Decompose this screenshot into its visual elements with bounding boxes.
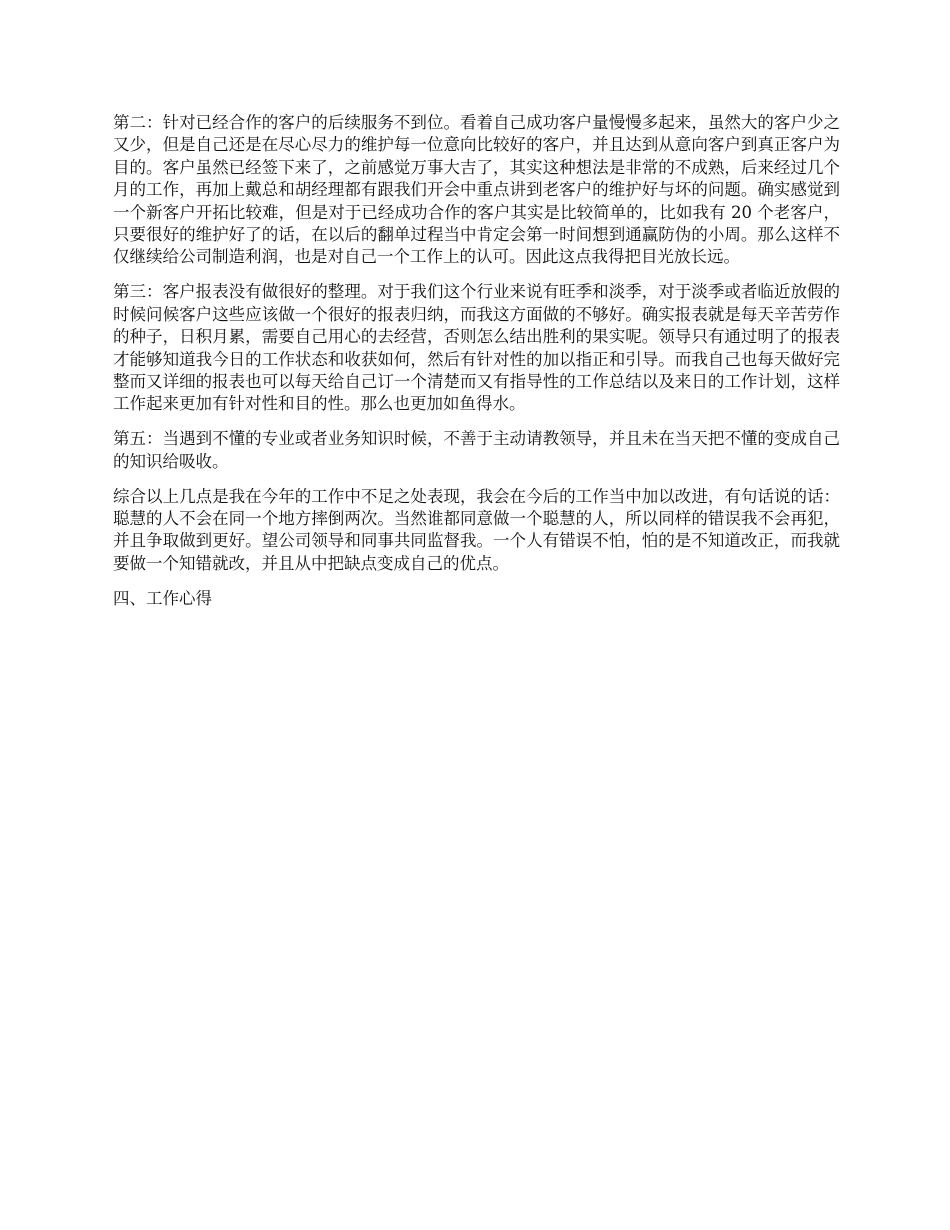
paragraph-summary: 综合以上几点是我在今年的工作中不足之处表现，我会在今后的工作当中加以改进，有句话说的话：聪慧的人不会在同一个地方摔倒两次。当然谁都同意做一个聪慧的人，所以同样的错误我不会再犯，并且争取做到更好。望公司领导和同事共同监督我。一个人有错误不怕，怕的是不知道改正，而我就要做一个知错就改，并且从中把缺点变成自己的优点。 (113, 486, 840, 573)
paragraph-ask-for-guidance: 第五：当遇到不懂的专业或者业务知识时候，不善于主动请教领导，并且未在当天把不懂的变成自己的知识给吸收。 (113, 429, 840, 471)
document-body (113, 112, 840, 623)
section-heading-work-insights: 四、工作心得 (113, 588, 212, 608)
paragraph-report-organization: 第三：客户报表没有做很好的整理。对于我们这个行业来说有旺季和淡季，对于淡季或者临近放假的时候问候客户这些应该做一个很好的报表归纳，而我这方面做的不够好。确实报表就是每天辛苦劳作的种子，日积月累，需要自己用心的去经营，否则怎么结出胜利的果实呢。领导只有通过明了的报表才能够知道我今日的工作状态和收获如何，然后有针对性的加以指正和引导。而我自己也每天做好完整而又详细的报表也可以每天给自己订一个清楚而又有指导性的工作总结以及来日的工作计划，这样工作起来更加有针对性和目的性。那么也更加如鱼得水。 (113, 282, 840, 414)
paragraph-service-followup: 第二：针对已经合作的客户的后续服务不到位。看着自己成功客户量慢慢多起来，虽然大的客户少之又少，但是自己还是在尽心尽力的维护每一位意向比较好的客户，并且达到从意向客户到真正客户为目的。客户虽然已经签下来了，之前感觉万事大吉了，其实这种想法是非常的不成熟，后来经过几个月的工作，再加上戴总和胡经理都有跟我们开会中重点讲到老客户的维护好与坏的问题。确实感觉到一个新客户开拓比较难，但是对于已经成功合作的客户其实是比较简单的，比如我有 20 个老客户，只要很好的维护好了的话，在以后的翻单过程当中肯定会第一时间想到通赢防伪的小周。那么这样不仅继续给公司制造利润，也是对自己一个工作上的认可。因此这点我得把目光放长远。 (113, 113, 840, 267)
